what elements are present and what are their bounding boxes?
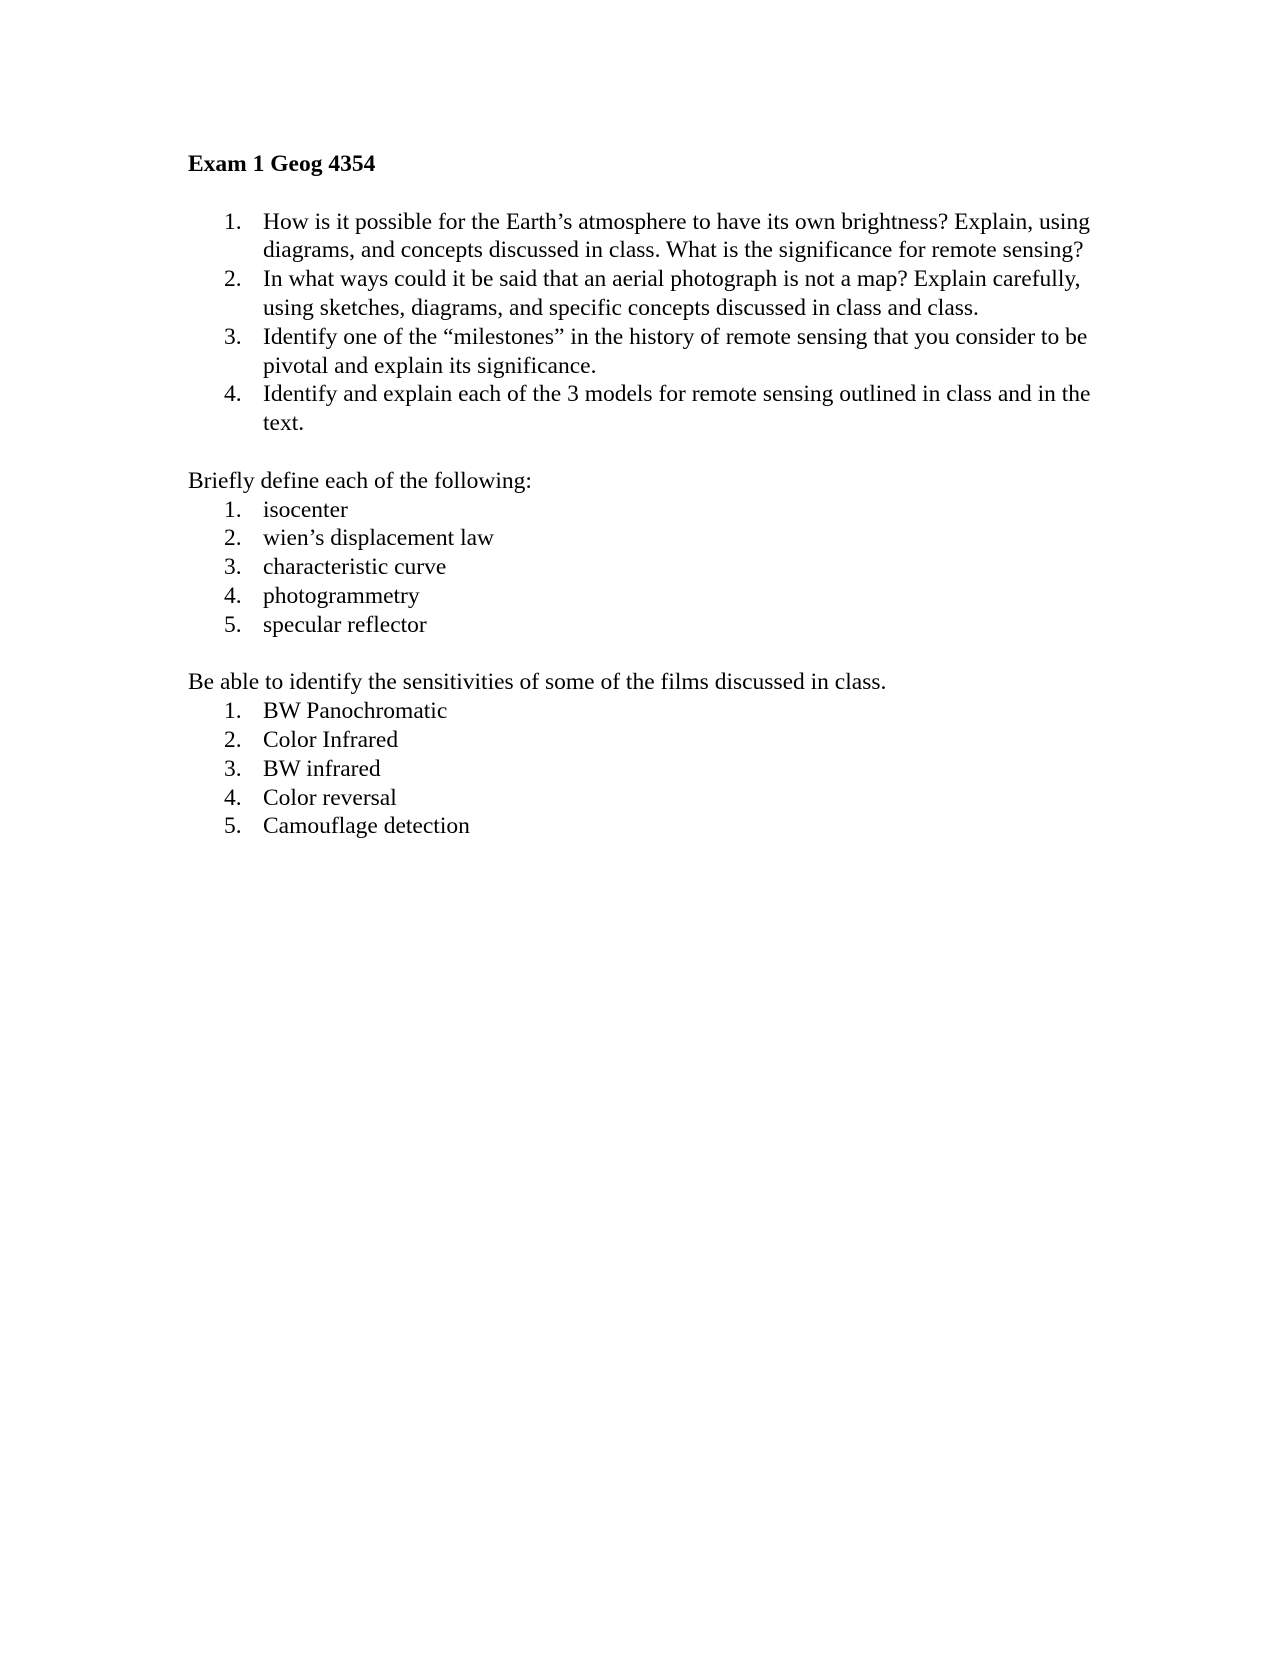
- term-number: 2.: [224, 525, 242, 552]
- term-text: isocenter: [263, 496, 348, 523]
- question-number: 2.: [224, 266, 242, 293]
- term-text: characteristic curve: [263, 554, 447, 581]
- term-item: [188, 553, 1098, 582]
- question-item: [188, 265, 1098, 323]
- term-item: [188, 524, 1098, 553]
- spacer: [188, 640, 1098, 669]
- film-text: BW infrared: [263, 755, 381, 782]
- film-item: [188, 812, 1098, 841]
- exam-title: Exam 1 Geog 4354: [188, 151, 376, 177]
- essay-question-list: [188, 208, 1098, 438]
- term-item: [188, 582, 1098, 611]
- film-item: [188, 755, 1098, 784]
- term-item: [188, 496, 1098, 525]
- film-number: 2.: [224, 726, 242, 753]
- question-text: How is it possible for the Earth’s atmosphere to have its own brightness? Explain, using diagrams, and concepts discussed in class. What is the significance for remote sensing?: [263, 208, 1090, 264]
- film-text: Camouflage detection: [263, 813, 470, 840]
- term-number: 5.: [224, 611, 242, 638]
- term-text: wien’s displacement law: [263, 525, 495, 552]
- question-number: 3.: [224, 323, 242, 350]
- term-number: 4.: [224, 582, 242, 609]
- document-page: [188, 150, 1098, 841]
- film-item: [188, 726, 1098, 755]
- films-intro: Be able to identify the sensitivities of some of the films discussed in class.: [188, 669, 887, 696]
- term-item: [188, 611, 1098, 640]
- film-number: 4.: [224, 784, 242, 811]
- film-list: [188, 697, 1098, 841]
- film-number: 5.: [224, 813, 242, 840]
- question-item: [188, 208, 1098, 266]
- question-text: Identify and explain each of the 3 models for remote sensing outlined in class and in the text.: [263, 381, 1091, 437]
- film-text: Color reversal: [263, 784, 397, 811]
- film-number: 3.: [224, 755, 242, 782]
- question-number: 1.: [224, 208, 242, 235]
- term-number: 1.: [224, 496, 242, 523]
- question-text: Identify one of the “milestones” in the history of remote sensing that you consider to be pivotal and explain its significance.: [263, 323, 1088, 379]
- film-item: [188, 697, 1098, 726]
- term-number: 3.: [224, 554, 242, 581]
- term-text: specular reflector: [263, 611, 427, 638]
- question-number: 4.: [224, 381, 242, 408]
- film-number: 1.: [224, 698, 242, 725]
- film-text: Color Infrared: [263, 726, 399, 753]
- spacer: [188, 438, 1098, 467]
- define-term-list: [188, 496, 1098, 640]
- film-item: [188, 784, 1098, 813]
- question-text: In what ways could it be said that an aerial photograph is not a map? Explain carefully, using sketches, diagrams, and specific concepts discussed in class and class.: [263, 266, 1081, 321]
- term-text: photogrammetry: [263, 582, 420, 609]
- film-text: BW Panochromatic: [263, 698, 448, 725]
- define-intro: Briefly define each of the following:: [188, 467, 532, 494]
- question-item: [188, 380, 1098, 438]
- question-item: [188, 323, 1098, 381]
